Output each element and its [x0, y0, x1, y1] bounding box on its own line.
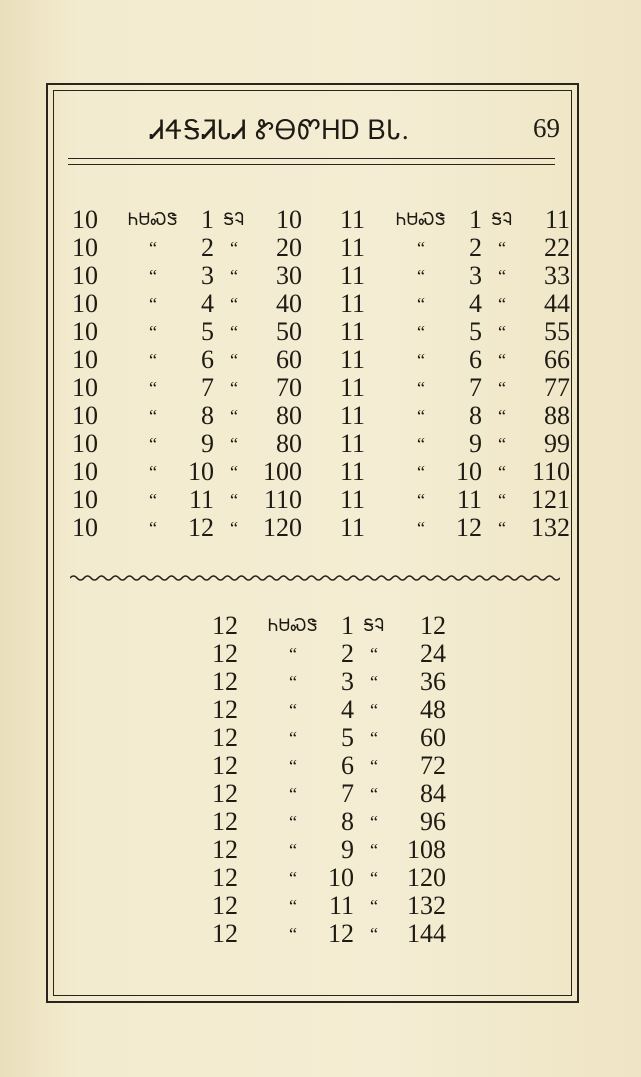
product-cell: 100 [262, 457, 302, 486]
equals-word-cell: “ [229, 378, 238, 398]
multiplier-cell: 12 [455, 513, 482, 542]
page-number: 69 [533, 113, 560, 143]
equals-word-cell: “ [369, 896, 378, 916]
times-word-cell: “ [148, 518, 157, 538]
equals-word-cell: “ [229, 462, 238, 482]
multiplicand-cell: 11 [340, 513, 366, 542]
multiplicand-cell: 12 [212, 779, 238, 808]
multiplicand-cell: 10 [72, 261, 98, 290]
product-cell: 11 [544, 205, 570, 234]
times-word-cell: “ [416, 462, 425, 482]
product-cell: 110 [531, 457, 570, 486]
multiplicand-cell: 12 [212, 919, 238, 948]
multiplication-table-11 [340, 206, 570, 542]
table-row [212, 640, 446, 668]
running-header-title: ᏗᏎᎦᏘᏓᏗ ᏑᎾᏛᎻᎠ ᏴᏓ. [150, 115, 410, 145]
product-cell: 60 [419, 723, 446, 752]
product-cell: 60 [275, 345, 302, 374]
multiplicand-cell: 12 [212, 667, 238, 696]
equals-word-cell: “ [497, 490, 506, 510]
product-cell: 84 [419, 779, 446, 808]
table-row [212, 808, 446, 836]
equals-word-cell: “ [497, 266, 506, 286]
table-row [340, 402, 570, 430]
times-word-cell: “ [416, 322, 425, 342]
product-cell: 24 [419, 639, 446, 668]
times-word-cell: “ [288, 840, 297, 860]
equals-word-cell: “ [369, 784, 378, 804]
product-cell: 80 [275, 429, 302, 458]
multiplier-cell: 2 [200, 233, 214, 262]
multiplier-cell: 8 [200, 401, 214, 430]
multiplier-cell: 11 [328, 891, 354, 920]
table-row [212, 612, 446, 640]
multiplier-cell: 6 [468, 345, 482, 374]
wavy-divider [70, 570, 560, 586]
times-word-cell: “ [148, 490, 157, 510]
product-cell: 144 [406, 919, 446, 948]
table-row [72, 318, 302, 346]
multiplicand-cell: 12 [212, 695, 238, 724]
product-cell: 120 [406, 863, 446, 892]
equals-word-cell: “ [369, 924, 378, 944]
table-row [72, 262, 302, 290]
multiplier-cell: 3 [200, 261, 214, 290]
table-row [212, 864, 446, 892]
equals-word-cell: “ [497, 406, 506, 426]
times-word-cell: “ [416, 350, 425, 370]
equals-word-cell: “ [497, 294, 506, 314]
product-cell: 50 [275, 317, 302, 346]
table-row [340, 206, 570, 234]
multiplier-cell: 4 [200, 289, 214, 318]
multiplier-cell: 5 [468, 317, 482, 346]
multiplier-cell: 9 [340, 835, 354, 864]
product-cell: 110 [263, 485, 302, 514]
times-word-cell: “ [416, 294, 425, 314]
equals-word-cell: ᎦᎸ [223, 210, 245, 229]
times-word-cell: “ [288, 756, 297, 776]
header-rule-bottom [68, 164, 555, 165]
table-row [340, 514, 570, 542]
equals-word-cell: “ [497, 238, 506, 258]
times-word-cell: ᏂᏌᏍᏕ [128, 210, 178, 229]
product-cell: 22 [543, 233, 570, 262]
multiplicand-cell: 10 [72, 429, 98, 458]
product-cell: 55 [543, 317, 570, 346]
product-cell: 72 [419, 751, 446, 780]
times-word-cell: “ [288, 896, 297, 916]
times-word-cell: “ [148, 378, 157, 398]
table-row [72, 206, 302, 234]
product-cell: 44 [543, 289, 570, 318]
multiplier-cell: 11 [456, 485, 482, 514]
multiplicand-cell: 12 [212, 611, 238, 640]
table-row [340, 234, 570, 262]
times-word-cell: “ [416, 266, 425, 286]
multiplier-cell: 5 [340, 723, 354, 752]
multiplier-cell: 7 [468, 373, 482, 402]
multiplier-cell: 2 [340, 639, 354, 668]
equals-word-cell: “ [497, 462, 506, 482]
table-row [72, 234, 302, 262]
product-cell: 120 [262, 513, 302, 542]
table-row [72, 290, 302, 318]
multiplication-table-10 [72, 206, 302, 542]
table-row [212, 836, 446, 864]
multiplicand-cell: 11 [340, 289, 366, 318]
multiplicand-cell: 10 [72, 401, 98, 430]
times-word-cell: “ [148, 462, 157, 482]
product-cell: 80 [275, 401, 302, 430]
multiplicand-cell: 12 [212, 723, 238, 752]
table-row [72, 514, 302, 542]
times-word-cell: “ [148, 294, 157, 314]
times-word-cell: ᏂᏌᏍᏕ [396, 210, 446, 229]
equals-word-cell: ᎦᎸ [491, 210, 513, 229]
multiplier-cell: 8 [340, 807, 354, 836]
multiplicand-cell: 10 [72, 233, 98, 262]
product-cell: 33 [543, 261, 570, 290]
product-cell: 99 [543, 429, 570, 458]
product-cell: 132 [406, 891, 446, 920]
multiplicand-cell: 10 [72, 485, 98, 514]
equals-word-cell: “ [369, 812, 378, 832]
times-word-cell: “ [416, 406, 425, 426]
times-word-cell: “ [148, 406, 157, 426]
equals-word-cell: “ [229, 434, 238, 454]
times-word-cell: “ [148, 350, 157, 370]
times-word-cell: “ [288, 700, 297, 720]
multiplier-cell: 12 [187, 513, 214, 542]
times-word-cell: “ [288, 868, 297, 888]
equals-word-cell: “ [229, 294, 238, 314]
multiplier-cell: 9 [468, 429, 482, 458]
multiplicand-cell: 12 [212, 863, 238, 892]
multiplicand-cell: 11 [340, 485, 366, 514]
product-cell: 70 [275, 373, 302, 402]
multiplicand-cell: 12 [212, 751, 238, 780]
multiplicand-cell: 12 [212, 639, 238, 668]
product-cell: 36 [419, 667, 446, 696]
times-word-cell: “ [416, 490, 425, 510]
multiplicand-cell: 11 [340, 261, 366, 290]
multiplier-cell: 10 [455, 457, 482, 486]
multiplier-cell: 1 [468, 205, 482, 234]
product-cell: 108 [406, 835, 446, 864]
multiplicand-cell: 11 [340, 457, 366, 486]
multiplier-cell: 6 [200, 345, 214, 374]
multiplicand-cell: 11 [340, 373, 366, 402]
product-cell: 77 [543, 373, 570, 402]
multiplier-cell: 9 [200, 429, 214, 458]
times-word-cell: “ [148, 434, 157, 454]
multiplicand-cell: 12 [212, 835, 238, 864]
table-row [340, 290, 570, 318]
table-row [340, 430, 570, 458]
times-word-cell: “ [148, 238, 157, 258]
multiplier-cell: 3 [340, 667, 354, 696]
times-word-cell: “ [416, 434, 425, 454]
multiplicand-cell: 11 [340, 317, 366, 346]
multiplicand-cell: 11 [340, 233, 366, 262]
equals-word-cell: “ [229, 322, 238, 342]
multiplier-cell: 10 [187, 457, 214, 486]
table-row [340, 458, 570, 486]
product-cell: 121 [530, 485, 570, 514]
table-row [212, 780, 446, 808]
table-row [72, 346, 302, 374]
table-row [72, 374, 302, 402]
multiplicand-cell: 11 [340, 429, 366, 458]
table-row [340, 318, 570, 346]
times-word-cell: “ [148, 322, 157, 342]
equals-word-cell: “ [229, 266, 238, 286]
product-cell: 30 [275, 261, 302, 290]
multiplier-cell: 7 [340, 779, 354, 808]
multiplier-cell: 1 [340, 611, 354, 640]
equals-word-cell: “ [369, 868, 378, 888]
times-word-cell: “ [288, 644, 297, 664]
multiplier-cell: 4 [468, 289, 482, 318]
times-word-cell: “ [288, 784, 297, 804]
product-cell: 88 [543, 401, 570, 430]
times-word-cell: “ [148, 266, 157, 286]
table-row [212, 892, 446, 920]
equals-word-cell: “ [369, 672, 378, 692]
multiplicand-cell: 12 [212, 891, 238, 920]
times-word-cell: ᏂᏌᏍᏕ [268, 616, 318, 635]
multiplicand-cell: 12 [212, 807, 238, 836]
equals-word-cell: “ [369, 728, 378, 748]
equals-word-cell: “ [229, 350, 238, 370]
times-word-cell: “ [288, 728, 297, 748]
multiplicand-cell: 10 [72, 345, 98, 374]
table-row [340, 346, 570, 374]
equals-word-cell: “ [497, 518, 506, 538]
equals-word-cell: “ [229, 490, 238, 510]
times-word-cell: “ [288, 812, 297, 832]
product-cell: 40 [275, 289, 302, 318]
multiplier-cell: 10 [327, 863, 354, 892]
multiplicand-cell: 10 [72, 373, 98, 402]
equals-word-cell: ᎦᎸ [363, 616, 385, 635]
multiplier-cell: 11 [188, 485, 214, 514]
multiplier-cell: 5 [200, 317, 214, 346]
multiplier-cell: 3 [468, 261, 482, 290]
product-cell: 20 [275, 233, 302, 262]
multiplicand-cell: 10 [72, 457, 98, 486]
equals-word-cell: “ [497, 434, 506, 454]
table-row [72, 402, 302, 430]
equals-word-cell: “ [369, 756, 378, 776]
table-row [72, 486, 302, 514]
table-row [72, 430, 302, 458]
table-row [340, 486, 570, 514]
multiplier-cell: 12 [327, 919, 354, 948]
multiplicand-cell: 11 [340, 401, 366, 430]
table-row [212, 920, 446, 948]
multiplier-cell: 8 [468, 401, 482, 430]
table-row [212, 668, 446, 696]
product-cell: 96 [419, 807, 446, 836]
equals-word-cell: “ [229, 238, 238, 258]
multiplier-cell: 6 [340, 751, 354, 780]
times-word-cell: “ [416, 518, 425, 538]
equals-word-cell: “ [369, 644, 378, 664]
table-row [212, 752, 446, 780]
times-word-cell: “ [416, 378, 425, 398]
equals-word-cell: “ [229, 518, 238, 538]
multiplicand-cell: 10 [72, 289, 98, 318]
multiplier-cell: 2 [468, 233, 482, 262]
times-word-cell: “ [288, 924, 297, 944]
multiplicand-cell: 10 [72, 205, 98, 234]
multiplicand-cell: 11 [340, 205, 366, 234]
equals-word-cell: “ [369, 840, 378, 860]
times-word-cell: “ [288, 672, 297, 692]
multiplicand-cell: 11 [340, 345, 366, 374]
equals-word-cell: “ [229, 406, 238, 426]
table-row [212, 724, 446, 752]
table-row [340, 374, 570, 402]
table-row [340, 262, 570, 290]
table-row [212, 696, 446, 724]
multiplier-cell: 4 [340, 695, 354, 724]
product-cell: 66 [543, 345, 570, 374]
equals-word-cell: “ [497, 350, 506, 370]
multiplicand-cell: 10 [72, 513, 98, 542]
equals-word-cell: “ [369, 700, 378, 720]
table-row [72, 458, 302, 486]
product-cell: 132 [530, 513, 570, 542]
equals-word-cell: “ [497, 378, 506, 398]
multiplier-cell: 7 [200, 373, 214, 402]
product-cell: 10 [275, 205, 302, 234]
header-rule-top [68, 158, 555, 159]
multiplicand-cell: 10 [72, 317, 98, 346]
product-cell: 12 [419, 611, 446, 640]
equals-word-cell: “ [497, 322, 506, 342]
times-word-cell: “ [416, 238, 425, 258]
product-cell: 48 [419, 695, 446, 724]
multiplier-cell: 1 [200, 205, 214, 234]
multiplication-table-12 [212, 612, 446, 948]
